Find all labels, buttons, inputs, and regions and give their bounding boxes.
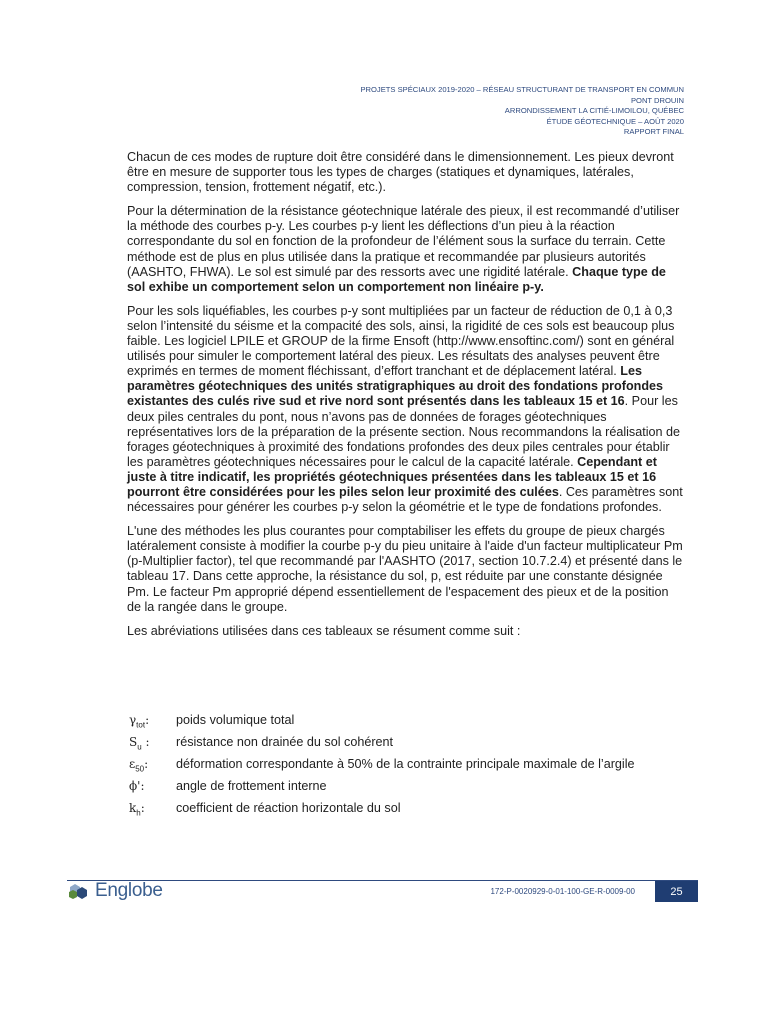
abbreviation-item xyxy=(129,755,689,777)
abbreviation-definition: déformation correspondante à 50% de la contrainte principale maximale de l’argile xyxy=(176,757,635,771)
abbreviation-item xyxy=(129,711,689,733)
running-header xyxy=(284,85,684,138)
paragraph-3-text-2: . Pour les deux piles centrales du pont, nous n’avons pas de données de forages géotechniques représentatives lors de la préparation de la présente section. Nous recommandons la réalisation de forages géotechniques à proximité des fondations profondes des deux piles centrales pour établir les paramètres géotechniques nécessaires pour le calcul de la capacité latérale. xyxy=(127,394,681,469)
abbreviation-item xyxy=(129,777,689,799)
paragraph-3 xyxy=(127,304,683,515)
paragraph-3-text-3: . Ces paramètres sont nécessaires pour générer les courbes p-y selon la géométrie et le type de fondations profondes. xyxy=(127,484,683,515)
abbreviation-definition: coefficient de réaction horizontale du sol xyxy=(176,801,401,815)
abbreviation-symbol: $k_h$: xyxy=(129,801,145,818)
abbreviation-item xyxy=(129,733,689,755)
page-number: 25 xyxy=(655,881,698,902)
paragraph-2-bold: Chaque type de sol exhibe un comportement selon un comportement non linéaire p-y. xyxy=(127,264,666,294)
header-report: RAPPORT FINAL xyxy=(623,127,684,137)
paragraph-3-text-1: Pour les sols liquéfiables, les courbes p-y sont multipliées par un facteur de réduction de 0,1 à 0,3 selon l’intensité du séisme et la compacité des sols, ainsi, la rigidité de ces sols est beaucoup plus faible. Les logiciel LPILE et GROUP de la firme Ensoft (http://www.ensoftinc.com/) sont en général utilisés pour simuler le comportement latéral des pieux. Les résultats des analyses peuvent être exprimés en termes de moment fléchissant, d’effort tranchant et de déplacement latéral. xyxy=(127,303,675,379)
paragraph-2 xyxy=(127,204,683,295)
abbreviation-symbol: $\gamma_{tot}$: xyxy=(129,713,150,730)
abbreviation-symbol: $\varepsilon_{50}$: xyxy=(129,757,149,774)
paragraph-3-bold-2: Cependant et juste à titre indicatif, les propriétés géotechniques présentées dans les tableaux 15 et 16 pourront être considérées pour les piles selon leur proximité des culées xyxy=(127,454,657,499)
abbreviation-definition: poids volumique total xyxy=(176,713,295,727)
footer-logo xyxy=(68,880,163,902)
abbreviation-item xyxy=(129,799,689,821)
englobe-logo-icon xyxy=(68,882,90,900)
abbreviation-symbol: $S_u$ : xyxy=(129,735,150,752)
abbreviation-definition: angle de frottement interne xyxy=(176,779,327,793)
abbreviations-list xyxy=(129,711,689,821)
paragraph-2-text: Pour la détermination de la résistance géotechnique latérale des pieux, il est recommandé d’utiliser la méthode des courbes p-y. Les courbes p-y lient les déflections d’un pieu à la réaction correspondante du sol en fonction de la profondeur de l’élément sous la surface du terrain. Cette méthode est de plus en plus utilisée dans la pratique et recommandée par plusieurs autorités (AASHTO, FHWA). Le sol est simulé par des ressorts avec une rigidité latérale. xyxy=(127,204,680,279)
logo-wordmark: Englobe xyxy=(95,880,163,901)
paragraph-3-bold-1: Les paramètres géotechniques des unités stratigraphiques au droit des fondations profondes existantes des culés rive sud et rive nord sont présentés dans les tableaux 15 et 16 xyxy=(127,364,664,409)
header-bridge: PONT DROUIN xyxy=(630,95,684,105)
abbreviation-symbol: ϕ': xyxy=(129,779,145,793)
document-reference: 172-P-0020929-0-01-100-GE-R-0009-00 xyxy=(490,887,635,896)
header-project: PROJETS SPÉCIAUX 2019-2020 – RÉSEAU STRUCTURANT DE TRANSPORT EN COMMUN xyxy=(360,85,684,94)
header-borough: ARRONDISSEMENT LA CITIÉ-LIMOILOU, QUÉBEC xyxy=(504,106,684,116)
abbreviation-definition: résistance non drainée du sol cohérent xyxy=(176,735,394,749)
abbreviations-intro: Les abréviations utilisées dans ces tableaux se résument comme suit : xyxy=(127,623,521,638)
paragraph-4: L'une des méthodes les plus courantes pour comptabiliser les effets du groupe de pieux chargés latéralement consiste à modifier la courbe p-y du pieu unitaire à l'aide d'un facteur multiplicateur Pm (p-Multiplier factor), tel que recommandé par l'AASHTO (2017, section 10.7.2.4) et présenté dans le tableau 17. Dans cette approche, la résistance du sol, p, est réduite par une constante désignée Pm. Le facteur Pm approprié dépend essentiellement de l'espacement des pieux et de la position de la rangée dans le groupe. xyxy=(127,524,683,614)
header-study: ÉTUDE GÉOTECHNIQUE – AOÛT 2020 xyxy=(546,116,684,126)
paragraph-1: Chacun de ces modes de rupture doit être considéré dans le dimensionnement. Les pieux devront être en mesure de supporter tous les types de charges (statiques et dynamiques, latérales, compression, tension, frottement négatif, etc.). xyxy=(127,150,674,195)
body-text xyxy=(127,150,683,648)
